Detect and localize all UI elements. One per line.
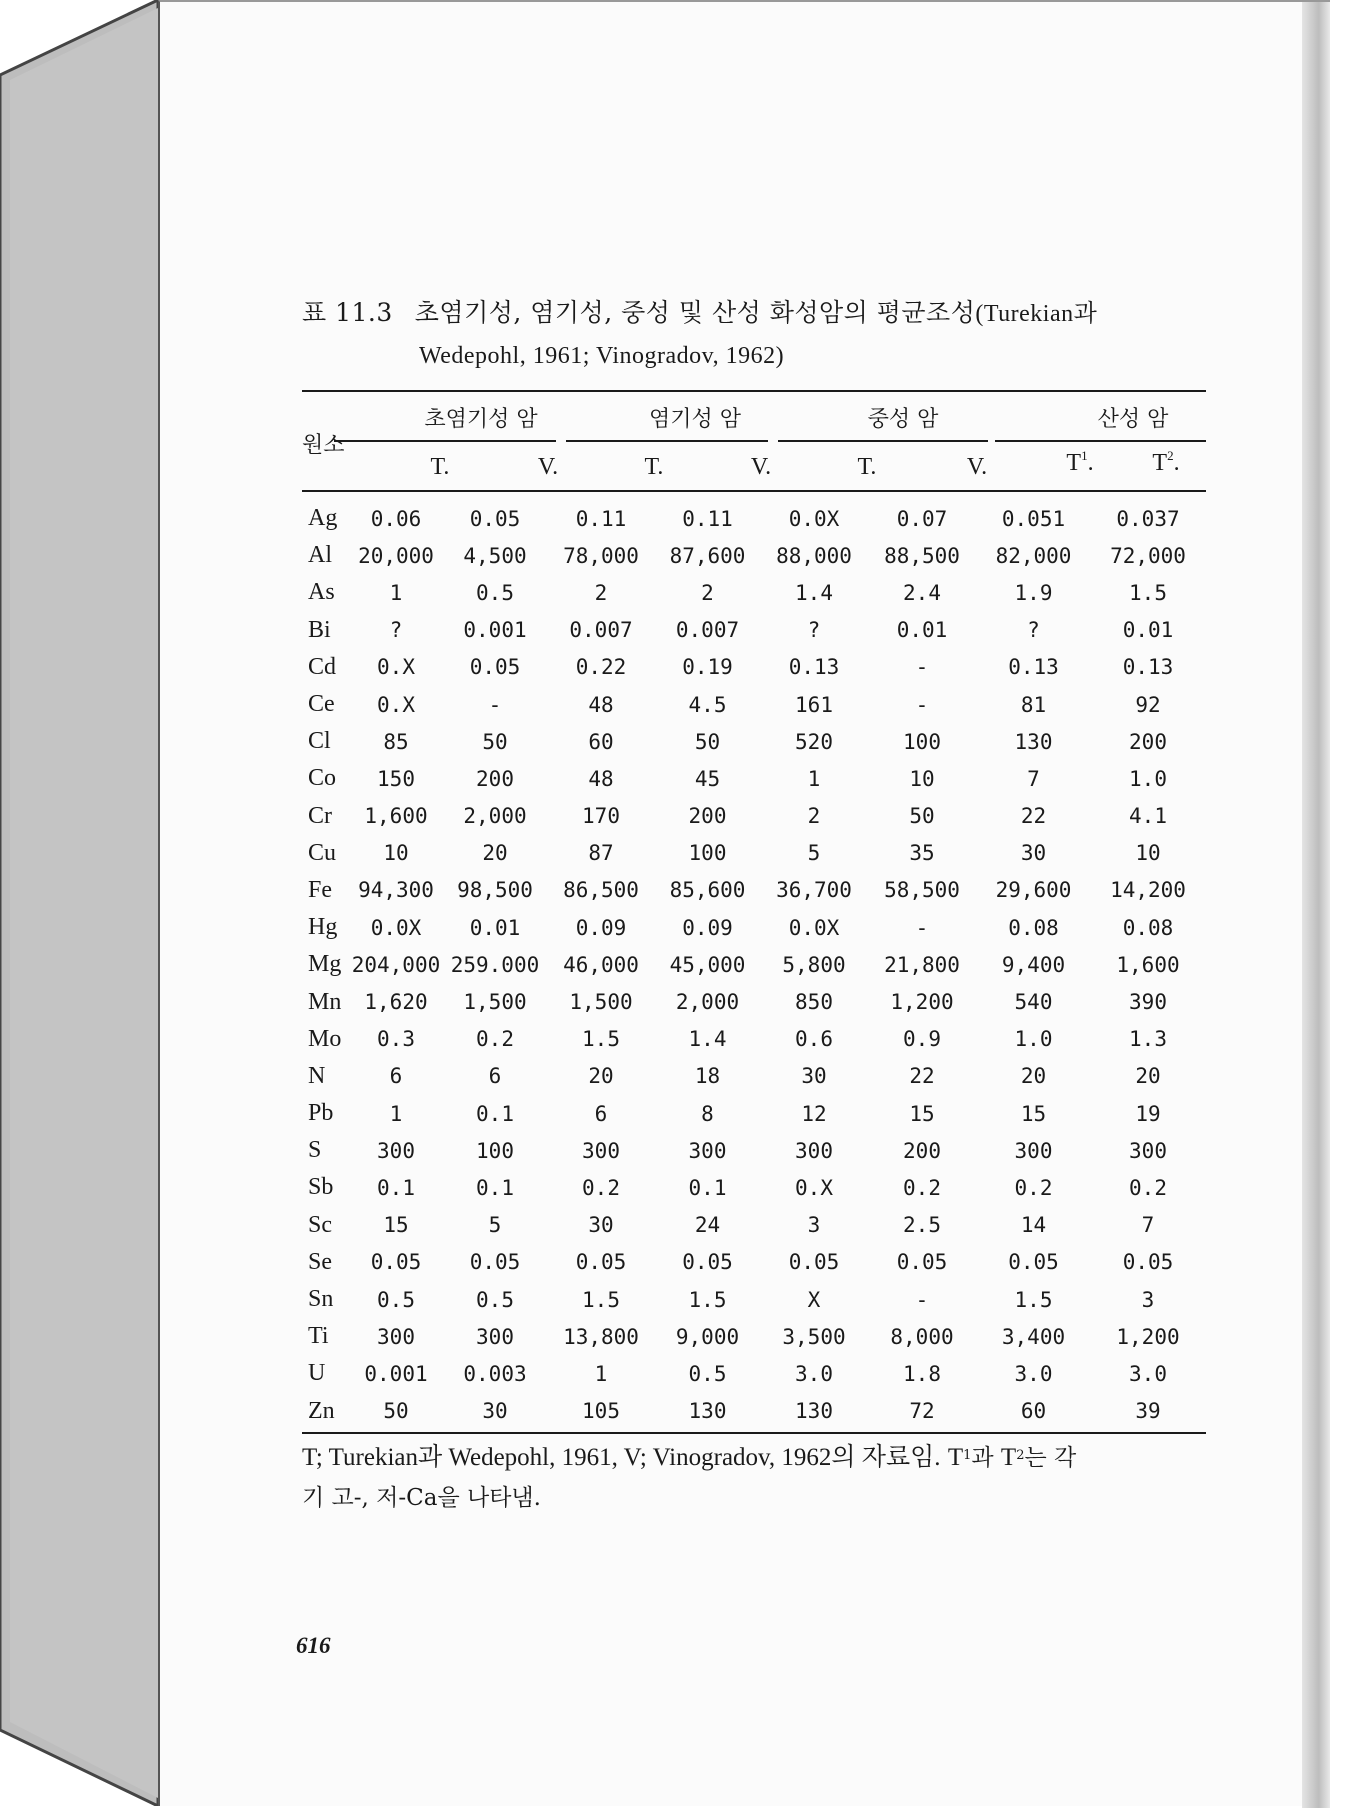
table-cell: 0.1 <box>377 1175 415 1200</box>
group-rule-intermediate <box>778 440 988 442</box>
table-cell: 0.01 <box>1122 618 1174 643</box>
table-cell: 14,200 <box>1110 878 1186 903</box>
table-cell: 0.0X <box>788 915 840 940</box>
footnote-t1-base: T <box>947 1444 964 1471</box>
table-cell: 1,500 <box>463 990 527 1015</box>
table-cell: 3,500 <box>782 1324 846 1349</box>
table-row <box>302 612 1206 649</box>
table-cell: 0.051 <box>1001 506 1066 531</box>
table-cell: 1,200 <box>1116 1324 1180 1349</box>
footnote-t2-superscript: 2 <box>1016 1448 1025 1463</box>
table-cell: 0.2 <box>1129 1175 1167 1200</box>
table-cell: 200 <box>476 766 514 791</box>
table-cell: 0.13 <box>1008 655 1059 680</box>
table-cell: 0.13 <box>1122 655 1174 680</box>
table-cell: 5,800 <box>782 952 846 977</box>
table-cell: 0.0X <box>788 506 840 531</box>
table-cell: 0.05 <box>788 1250 840 1275</box>
table-cell: 2,000 <box>463 804 527 829</box>
footnote-t1-superscript: 1 <box>963 1448 972 1463</box>
caption-line-1 <box>302 292 1212 335</box>
table-cell: 58,500 <box>884 878 960 903</box>
table-row <box>302 1355 1206 1392</box>
table-cell: 3.0 <box>795 1361 833 1386</box>
subheader-v: V. <box>537 454 559 480</box>
table-cell: 1.9 <box>1014 580 1053 605</box>
table-cell: 48 <box>588 766 614 791</box>
table-row <box>302 574 1206 611</box>
table-cell: 0.19 <box>682 655 733 680</box>
footnote-line-2: 기 고-, 저-Ca을 나타냄. <box>302 1485 541 1511</box>
table-row <box>302 872 1206 909</box>
table-cell: 2 <box>701 580 714 605</box>
element-symbol: Sc <box>308 1211 332 1238</box>
table-cell: 0.05 <box>575 1250 627 1275</box>
table-cell: 6 <box>594 1101 608 1126</box>
table-cell: 1.5 <box>582 1027 620 1052</box>
group-rule-felsic <box>995 440 1206 442</box>
table-cell: 1.5 <box>1014 1287 1053 1312</box>
table-cell: 2,000 <box>675 990 740 1015</box>
table-cell: 24 <box>694 1213 721 1238</box>
table-cell: 4.5 <box>688 692 727 717</box>
table-cell: 2.5 <box>903 1213 941 1238</box>
table-row <box>302 1169 1206 1206</box>
table-cell: 7 <box>1027 766 1040 791</box>
table-row <box>302 723 1206 760</box>
table-cell: 0.1 <box>476 1175 514 1200</box>
table-footnote <box>302 1438 1212 1518</box>
table-cell: 88,000 <box>776 543 852 568</box>
element-symbol: S <box>308 1137 322 1164</box>
table-cell: 259.000 <box>450 952 540 977</box>
table-cell: 82,000 <box>995 543 1072 568</box>
table-cell: 0.08 <box>1122 915 1174 940</box>
table-cell: 72,000 <box>1110 543 1186 568</box>
table-number: 표 11.3 <box>302 298 393 327</box>
table-cell: 0.08 <box>1008 915 1059 940</box>
table-cell: 14 <box>1020 1213 1047 1238</box>
table-cell: 0.2 <box>903 1175 941 1200</box>
table-row <box>302 686 1206 723</box>
element-symbol: Bi <box>308 616 331 643</box>
table-cell: 5 <box>488 1213 502 1238</box>
table-cell: - <box>488 692 502 717</box>
table-cell: 78,000 <box>563 543 639 568</box>
element-symbol: Se <box>308 1248 332 1275</box>
footnote-line-1 <box>302 1438 1212 1478</box>
element-symbol: Sn <box>308 1286 334 1313</box>
table-cell: 1.5 <box>1129 580 1167 605</box>
table-cell: 20 <box>588 1064 614 1089</box>
table-cell: 85 <box>383 729 409 754</box>
element-symbol: Ce <box>308 691 335 718</box>
table-cell: 10 <box>1135 841 1161 866</box>
table-cell: 2 <box>807 804 821 829</box>
t1-base: T <box>1066 450 1082 476</box>
table-cell: 0.06 <box>370 506 422 531</box>
element-symbol: Hg <box>308 914 338 941</box>
table-cell: 21,800 <box>884 952 960 977</box>
t2-suffix: . <box>1173 450 1180 476</box>
table-cell: 22 <box>1020 804 1047 829</box>
t1-superscript: 1 <box>1081 448 1088 463</box>
table-cell: 0.5 <box>377 1287 415 1312</box>
table-cell: 1.5 <box>688 1287 727 1312</box>
group-rule-mafic <box>566 440 768 442</box>
table-body <box>302 500 1206 1430</box>
table-cell: ? <box>389 618 403 643</box>
table-row <box>302 1095 1206 1132</box>
table-row <box>302 946 1206 983</box>
table-cell: 15 <box>383 1213 409 1238</box>
table-cell: 1.4 <box>688 1027 727 1052</box>
table-cell: 4.1 <box>1129 804 1167 829</box>
table-cell: 300 <box>795 1138 833 1163</box>
table-cell: 0.22 <box>575 655 627 680</box>
table-cell: 1,200 <box>890 990 954 1015</box>
footnote-each: 는 각 <box>1024 1445 1077 1471</box>
table-caption <box>302 292 1212 377</box>
table-cell: 22 <box>909 1064 935 1089</box>
table-cell: 1.4 <box>795 580 833 605</box>
table-cell: 6 <box>488 1064 502 1089</box>
table-row <box>302 983 1206 1020</box>
table-cell: 1 <box>389 580 403 605</box>
table-cell: 1,600 <box>1116 952 1180 977</box>
table-cell: 540 <box>1014 990 1053 1015</box>
table-row <box>302 1132 1206 1169</box>
element-symbol: Cd <box>308 653 337 680</box>
subheader-t: T. <box>644 454 664 480</box>
element-symbol: Ti <box>308 1323 329 1350</box>
table-cell: 300 <box>1014 1138 1053 1163</box>
group-header-ultramafic: 초염기성 암 <box>424 407 538 432</box>
table-cell: 0.X <box>795 1175 833 1200</box>
table-cell: 0.2 <box>582 1175 620 1200</box>
table-cell: 0.07 <box>896 506 948 531</box>
table-cell: 8 <box>701 1101 714 1126</box>
table-cell: 130 <box>795 1399 833 1424</box>
subheader-t2 <box>1136 450 1196 477</box>
subheader-t: T. <box>430 454 450 480</box>
table-cell: 3.0 <box>1129 1361 1167 1386</box>
table-cell: 15 <box>909 1101 935 1126</box>
table-cell: 3 <box>1141 1287 1155 1312</box>
table-cell: 0.X <box>377 692 415 717</box>
table-cell: 30 <box>801 1064 827 1089</box>
table-cell: ? <box>807 618 821 643</box>
table-cell: 0.3 <box>377 1027 415 1052</box>
table-cell: - <box>915 692 929 717</box>
t1-suffix: . <box>1087 450 1094 476</box>
table-cell: X <box>807 1287 821 1312</box>
caption-title: 초염기성, 염기성, 중성 및 산성 화성암의 평균조성 <box>414 298 976 327</box>
table-cell: 0.05 <box>469 506 521 531</box>
table-cell: 161 <box>795 692 833 717</box>
table-cell: 9,000 <box>675 1324 740 1349</box>
table-cell: 204,000 <box>351 952 441 977</box>
table-cell: 2.4 <box>903 580 941 605</box>
table-cell: 60 <box>588 729 614 754</box>
table-cell: 300 <box>377 1324 415 1349</box>
table-cell: - <box>915 1287 929 1312</box>
table-cell: 300 <box>688 1138 727 1163</box>
table-cell: 2 <box>594 580 608 605</box>
table-cell: 39 <box>1135 1399 1161 1424</box>
table-cell: 10 <box>909 766 935 791</box>
table-cell: 0.05 <box>469 655 521 680</box>
element-symbol: N <box>308 1062 326 1089</box>
table-cell: 50 <box>383 1399 409 1424</box>
table-cell: 0.05 <box>469 1250 521 1275</box>
table-row <box>302 760 1206 797</box>
table-cell: 130 <box>688 1399 727 1424</box>
footnote-sources: T; Turekian과 Wedepohl, 1961, V; Vinogradov, 1962의 자료임. <box>302 1444 941 1471</box>
table-cell: 30 <box>588 1213 614 1238</box>
table-cell: 0.5 <box>476 580 514 605</box>
table-cell: 3 <box>807 1213 821 1238</box>
table-cell: 0.001 <box>463 618 527 643</box>
table-cell: 36,700 <box>776 878 852 903</box>
table-cell: 520 <box>795 729 833 754</box>
table-row <box>302 1058 1206 1095</box>
element-symbol: Mg <box>308 951 342 978</box>
table-cell: 100 <box>688 841 727 866</box>
table-cell: 20 <box>1020 1064 1047 1089</box>
element-symbol: Co <box>308 765 337 792</box>
t2-superscript: 2 <box>1167 448 1174 463</box>
element-symbol: Mn <box>308 988 342 1015</box>
caption-source: Wedepohl, 1961; Vinogradov, 1962) <box>419 343 785 369</box>
table-row <box>302 1318 1206 1355</box>
table-cell: 87 <box>588 841 614 866</box>
table-cell: 1.0 <box>1129 766 1167 791</box>
group-header-mafic: 염기성 암 <box>648 407 741 432</box>
table-cell: 0.5 <box>688 1361 727 1386</box>
table-cell: 60 <box>1020 1399 1047 1424</box>
table-cell: 0.001 <box>364 1361 428 1386</box>
table-cell: 35 <box>909 841 935 866</box>
table-row <box>302 537 1206 574</box>
table-cell: 20,000 <box>358 543 434 568</box>
table-cell: 7 <box>1141 1213 1155 1238</box>
element-symbol: Pb <box>308 1100 334 1127</box>
table-row <box>302 1021 1206 1058</box>
header-bottom-rule <box>302 490 1206 492</box>
table-cell: 0.003 <box>463 1361 527 1386</box>
header-element-label: 원소 <box>302 433 345 458</box>
table-cell: 29,600 <box>995 878 1072 903</box>
table-cell: 15 <box>1020 1101 1047 1126</box>
table-cell: 50 <box>482 729 508 754</box>
table-cell: 1.0 <box>1014 1027 1053 1052</box>
table-cell: 30 <box>482 1399 508 1424</box>
table-cell: 130 <box>1014 729 1053 754</box>
group-rule-ultramafic <box>334 440 556 442</box>
page-number: 616 <box>296 1633 331 1658</box>
subheader-v: V. <box>750 454 772 480</box>
table-cell: 1.8 <box>903 1361 941 1386</box>
table-cell: 0.5 <box>476 1287 514 1312</box>
table-cell: 0.05 <box>682 1250 733 1275</box>
table-row <box>302 500 1206 537</box>
table-cell: 86,500 <box>563 878 639 903</box>
table-cell: 46,000 <box>563 952 639 977</box>
table-cell: 50 <box>694 729 721 754</box>
table-cell: 6 <box>389 1064 403 1089</box>
table-cell: 0.2 <box>476 1027 514 1052</box>
table-cell: 0.037 <box>1116 506 1180 531</box>
table-cell: 170 <box>582 804 620 829</box>
table-row <box>302 798 1206 835</box>
element-symbol: Mo <box>308 1025 342 1052</box>
group-header-intermediate: 중성 암 <box>867 407 939 432</box>
subheader-v: V. <box>966 454 988 480</box>
element-symbol: As <box>308 579 335 606</box>
table-cell: 50 <box>909 804 935 829</box>
table-cell: 20 <box>1135 1064 1161 1089</box>
table-cell: 0.05 <box>1008 1250 1059 1275</box>
table-cell: 81 <box>1020 692 1047 717</box>
table-cell: 87,600 <box>669 543 746 568</box>
table-top-rule <box>302 390 1206 392</box>
table-cell: 48 <box>588 692 614 717</box>
table-row <box>302 1244 1206 1281</box>
table-cell: 1 <box>389 1101 403 1126</box>
table-cell: 1 <box>594 1361 608 1386</box>
table-cell: 0.13 <box>788 655 840 680</box>
group-header-felsic: 산성 암 <box>1097 407 1169 432</box>
table-cell: 3,400 <box>1001 1324 1066 1349</box>
element-symbol: Fe <box>308 876 332 903</box>
table-cell: 1,600 <box>364 804 428 829</box>
table-cell: 0.05 <box>370 1250 422 1275</box>
table-cell: 18 <box>694 1064 721 1089</box>
table-row <box>302 1281 1206 1318</box>
table-cell: 8,000 <box>890 1324 954 1349</box>
table-row <box>302 1393 1206 1430</box>
table-cell: 0.11 <box>682 506 733 531</box>
table-cell: 100 <box>903 729 941 754</box>
table-cell: 100 <box>476 1138 514 1163</box>
table-cell: 200 <box>688 804 727 829</box>
element-symbol: Al <box>308 542 332 569</box>
table-cell: 10 <box>383 841 409 866</box>
table-bottom-rule <box>302 1432 1206 1434</box>
table-cell: 45,000 <box>669 952 746 977</box>
footnote-t2-base: T <box>1000 1444 1017 1471</box>
table-cell: 300 <box>1129 1138 1167 1163</box>
table-cell: 0.09 <box>682 915 733 940</box>
table-row <box>302 835 1206 872</box>
table-cell: - <box>915 655 929 680</box>
table-cell: 0.11 <box>575 506 627 531</box>
table-cell: 200 <box>1129 729 1167 754</box>
table-cell: 0.007 <box>569 618 633 643</box>
table-cell: 0.05 <box>896 1250 948 1275</box>
page-edge <box>1302 2 1330 1808</box>
element-symbol: Zn <box>308 1397 335 1424</box>
table-cell: 13,800 <box>563 1324 639 1349</box>
table-cell: 0.1 <box>476 1101 514 1126</box>
table-cell: 850 <box>795 990 833 1015</box>
table-cell: 3.0 <box>1014 1361 1053 1386</box>
table-row <box>302 909 1206 946</box>
table-cell: 0.0X <box>370 915 422 940</box>
table-cell: 1,500 <box>569 990 633 1015</box>
element-symbol: Sb <box>308 1174 334 1201</box>
table-cell: 98,500 <box>457 878 533 903</box>
element-symbol: U <box>308 1360 326 1387</box>
table-cell: 0.01 <box>896 618 948 643</box>
table-cell: 9,400 <box>1001 952 1066 977</box>
table-cell: 19 <box>1135 1101 1161 1126</box>
table-cell: 0.6 <box>795 1027 833 1052</box>
table-cell: 0.X <box>377 655 415 680</box>
subheader-t: T. <box>857 454 877 480</box>
table-cell: 1,620 <box>364 990 428 1015</box>
table-row <box>302 649 1206 686</box>
table-cell: 150 <box>377 766 415 791</box>
table-cell: 0.2 <box>1014 1175 1053 1200</box>
table-cell: 0.007 <box>675 618 740 643</box>
table-cell: 0.01 <box>469 915 521 940</box>
table-cell: 105 <box>582 1399 620 1424</box>
footnote-and: 과 <box>971 1445 994 1471</box>
caption-title-tail: (Turekian과 <box>975 301 1098 327</box>
table-cell: 20 <box>482 841 508 866</box>
table-cell: 85,600 <box>669 878 746 903</box>
element-symbol: Ag <box>308 505 338 532</box>
table-row <box>302 1207 1206 1244</box>
table-cell: 0.05 <box>1122 1250 1174 1275</box>
table-cell: 0.9 <box>903 1027 941 1052</box>
table-cell: 0.1 <box>688 1175 727 1200</box>
table-cell: 1 <box>807 766 821 791</box>
table-cell: 0.09 <box>575 915 627 940</box>
table-cell: 92 <box>1135 692 1161 717</box>
element-symbol: Cr <box>308 802 332 829</box>
composition-table <box>302 500 1206 1430</box>
table-cell: 12 <box>801 1101 827 1126</box>
table-cell: 94,300 <box>358 878 434 903</box>
t2-base: T <box>1152 450 1168 476</box>
table-cell: - <box>915 915 929 940</box>
table-cell: 300 <box>476 1324 514 1349</box>
table-cell: 300 <box>377 1138 415 1163</box>
table-cell: 1.3 <box>1129 1027 1167 1052</box>
table-cell: 300 <box>582 1138 620 1163</box>
table-cell: 72 <box>909 1399 935 1424</box>
table-cell: 5 <box>807 841 821 866</box>
table-cell: 200 <box>903 1138 941 1163</box>
table-cell: 4,500 <box>463 543 527 568</box>
table-cell: ? <box>1027 618 1040 643</box>
element-symbol: Cu <box>308 839 337 866</box>
table-cell: 1.5 <box>582 1287 620 1312</box>
table-cell: 390 <box>1129 990 1167 1015</box>
table-cell: 45 <box>694 766 721 791</box>
table-cell: 30 <box>1020 841 1047 866</box>
table-cell: 88,500 <box>884 543 960 568</box>
subheader-t1 <box>1050 450 1110 477</box>
element-symbol: Cl <box>308 728 331 755</box>
